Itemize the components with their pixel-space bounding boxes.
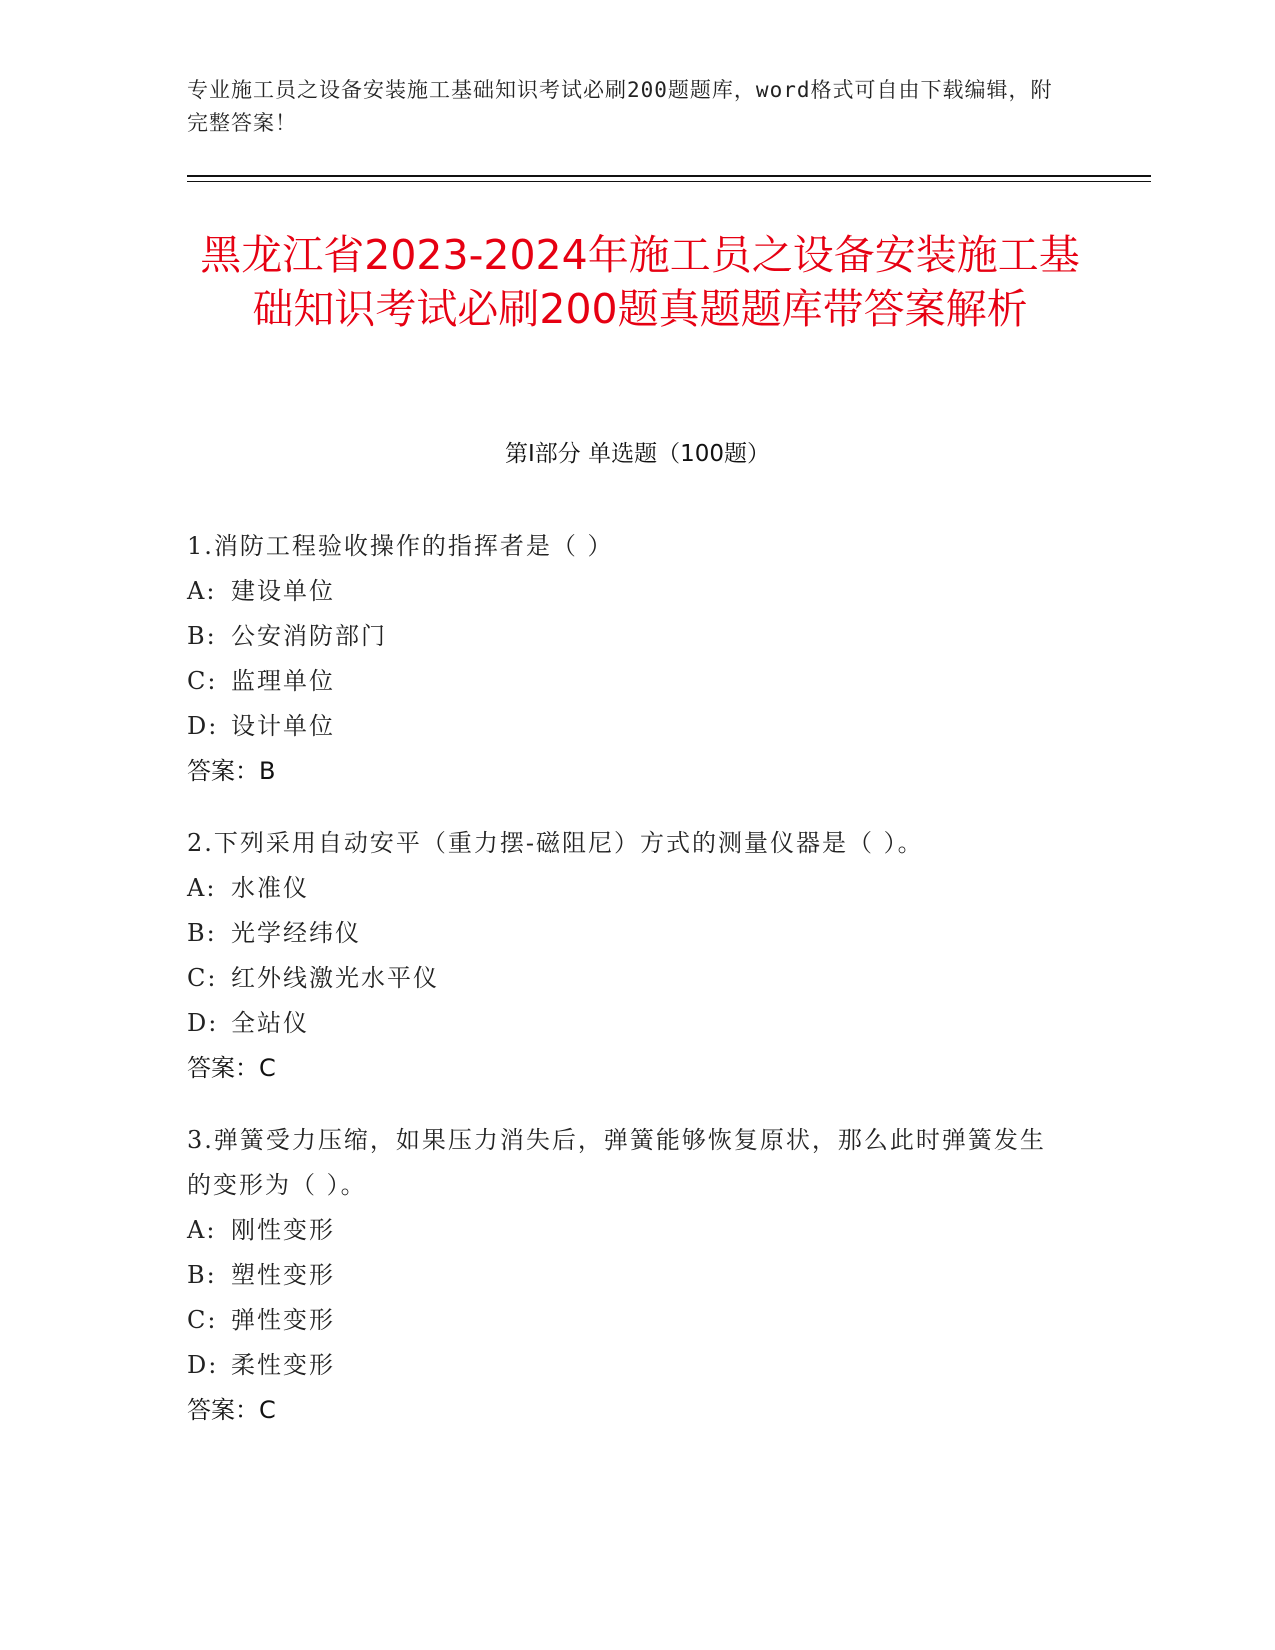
question-stem: 2.下列采用自动安平（重力摆-磁阻尼）方式的测量仪器是（ ）。 [187,829,924,857]
answer-line [187,749,1067,794]
answer-line [187,1046,1067,1091]
question-item [187,524,1067,794]
option-d [187,704,1067,749]
question-item [187,821,1067,1091]
option-key: D: [187,1009,219,1037]
option-text: 监理单位 [231,667,335,695]
option-key: B: [187,919,217,947]
option-text: 刚性变形 [231,1216,335,1244]
option-key: C: [187,667,218,695]
section-title: 第Ⅰ部分 单选题（100题） [505,441,770,467]
option-c [187,659,1067,704]
answer-line [187,1388,1067,1433]
answer-prefix: 答案： [187,757,259,785]
answer-prefix: 答案： [187,1054,259,1082]
option-text: 红外线激光水平仪 [231,964,439,992]
option-key: D: [187,712,219,740]
option-a [187,866,1067,911]
option-text: 全站仪 [231,1009,309,1037]
option-key: B: [187,1261,217,1289]
option-d [187,1343,1067,1388]
option-text: 柔性变形 [231,1351,335,1379]
option-text: 设计单位 [231,712,335,740]
header-note: 专业施工员之设备安装施工基础知识考试必刷200题题库，word格式可自由下载编辑，附完整答案！ [187,78,1053,135]
question-list [187,524,1067,1460]
main-title: 黑龙江省2023-2024年施工员之设备安装施工基础知识考试必刷200题真题题库带答案解析 [200,231,1080,333]
option-a [187,569,1067,614]
option-key: D: [187,1351,219,1379]
option-text: 塑性变形 [231,1261,335,1289]
option-key: C: [187,964,218,992]
answer-value: C [259,1054,276,1082]
option-key: C: [187,1306,218,1334]
option-c [187,956,1067,1001]
option-c [187,1298,1067,1343]
option-text: 光学经纬仪 [231,919,361,947]
option-b [187,614,1067,659]
option-text: 水准仪 [231,874,309,902]
option-b [187,911,1067,956]
answer-value: B [259,757,276,785]
option-b [187,1253,1067,1298]
option-key: A: [187,577,217,605]
option-key: B: [187,622,217,650]
question-item [187,1118,1067,1433]
option-key: A: [187,1216,217,1244]
option-d [187,1001,1067,1046]
question-stem: 3.弹簧受力压缩，如果压力消失后，弹簧能够恢复原状，那么此时弹簧发生的变形为（ ）。 [187,1126,1046,1199]
answer-value: C [259,1396,276,1424]
option-text: 弹性变形 [231,1306,335,1334]
header-rule-thick [187,175,1151,177]
option-key: A: [187,874,217,902]
answer-prefix: 答案： [187,1396,259,1424]
option-a [187,1208,1067,1253]
option-text: 公安消防部门 [231,622,387,650]
header-rule-thin [187,181,1151,182]
question-stem: 1.消防工程验收操作的指挥者是（ ） [187,532,614,560]
option-text: 建设单位 [231,577,335,605]
